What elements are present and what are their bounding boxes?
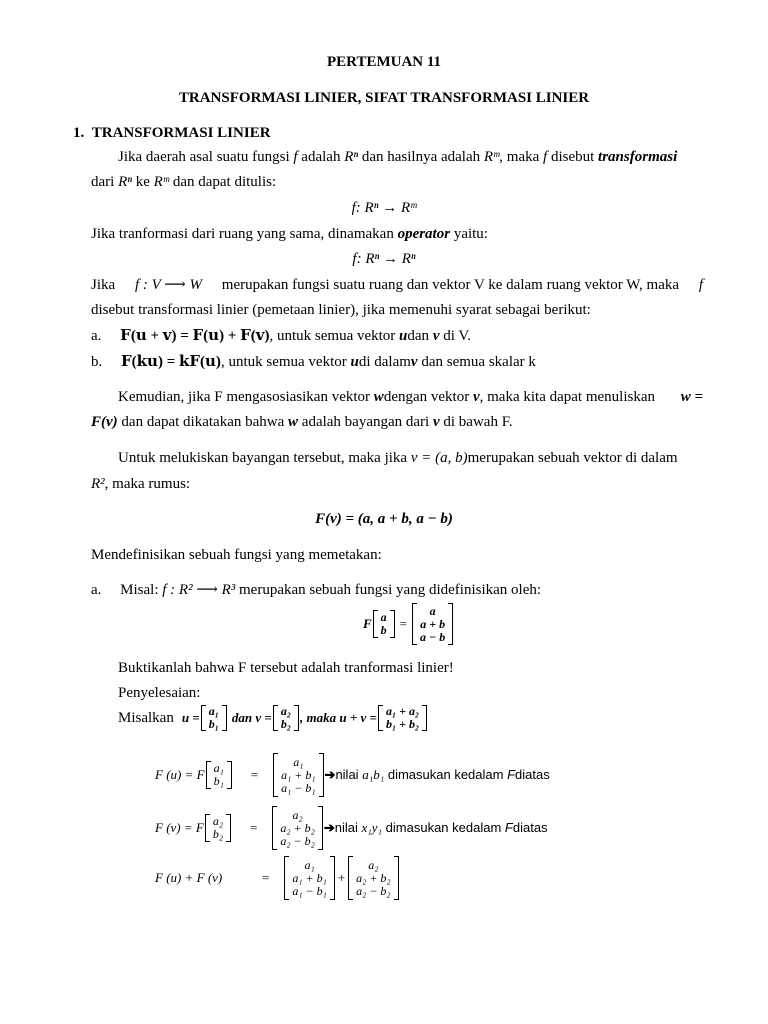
derivation-row-2: F (v) = F a₂ b₂ = a₂ a₂ + b₂ a₂ − b₂ ➔ nilai x₁y₁ dimasukan kedalam Fdiatas — [155, 806, 548, 850]
page-title: TRANSFORMASI LINIER, SIFAT TRANSFORMASI LINIER — [178, 90, 590, 106]
paragraph-3-line-1: Jika f : V ⟶ W merupakan fungsi suatu ruang dan vektor V ke dalam ruang vektor W, maka f — [91, 277, 703, 293]
formula-operator: f: Rⁿ → Rⁿ — [352, 251, 416, 267]
arrow-icon: ➔ — [323, 820, 335, 835]
example-a: a. Misal: f : R² ⟶ R³ merupakan sebuah fungsi yang didefinisikan oleh: — [91, 582, 542, 598]
section-heading: 1. TRANSFORMASI LINIER — [73, 125, 271, 141]
arrow-icon: ➔ — [324, 767, 336, 782]
prove-statement: Buktikanlah bahwa F tersebut adalah tranformasi linier! — [118, 660, 454, 676]
derivation-row-3: F (u) + F (v) = a₁ a₁ + b₁ a₁ − b₁ + a₂ a₂ + b₂ a₂ − b₂ — [155, 856, 400, 900]
paragraph-5-line-2: R², maka rumus: — [91, 476, 191, 492]
condition-a: a. 𝐅(𝐮 + 𝐯) = 𝐅(𝐮) + 𝐅(𝐯), untuk semua vektor udan v di V. — [91, 328, 472, 344]
paragraph-4-line-2: F(v) dan dapat dikatakan bahwa w adalah bayangan dari v di bawah F. — [91, 414, 513, 430]
suppose-line: Misalkan u = a₁ b₁ dan v = a₂ b₂ , maka u + v = a₁ + a₂ b₁ + b₂ — [118, 705, 428, 731]
formula-transformation: f: Rⁿ → Rᵐ — [351, 200, 417, 216]
paragraph-1-line-2: dari Rⁿ ke Rᵐ dan dapat ditulis: — [91, 174, 277, 190]
derivation-row-1: F (u) = F a₁ b₁ = a₁ a₁ + b₁ a₁ − b₁ ➔ nilai a₁b₁ dimasukan kedalam Fdiatas — [155, 753, 550, 797]
paragraph-2: Jika tranformasi dari ruang yang sama, dinamakan operator yaitu: — [91, 226, 488, 242]
paragraph-6: Mendefinisikan sebuah fungsi yang memetakan: — [91, 547, 382, 563]
solution-label: Penyelesaian: — [118, 685, 201, 701]
paragraph-1-line-1: Jika daerah asal suatu fungsi f adalah Rⁿ dan hasilnya adalah Rᵐ, maka f disebut transformasi — [118, 149, 678, 165]
paragraph-4-line-1: Kemudian, jika F mengasosiasikan vektor wdengan vektor v, maka kita dapat menuliskan w = — [118, 389, 703, 405]
paragraph-3-line-2: disebut transformasi linier (pemetaan linier), jika memenuhi syarat sebagai berikut: — [91, 302, 591, 318]
formula-rumus: F(v) = (a, a + b, a − b) — [315, 511, 453, 527]
condition-b: b. 𝐅(𝐤𝐮) = 𝐤𝐅(𝐮), untuk semua vektor udi dalamv dan semua skalar k — [91, 354, 536, 370]
paragraph-5-line-1: Untuk melukiskan bayangan tersebut, maka jika v = (a, b)merupakan sebuah vektor di dalam — [118, 450, 678, 466]
meeting-number: PERTEMUAN 11 — [326, 54, 442, 70]
definition-matrix: F a b = a a + b a − b — [363, 603, 454, 645]
